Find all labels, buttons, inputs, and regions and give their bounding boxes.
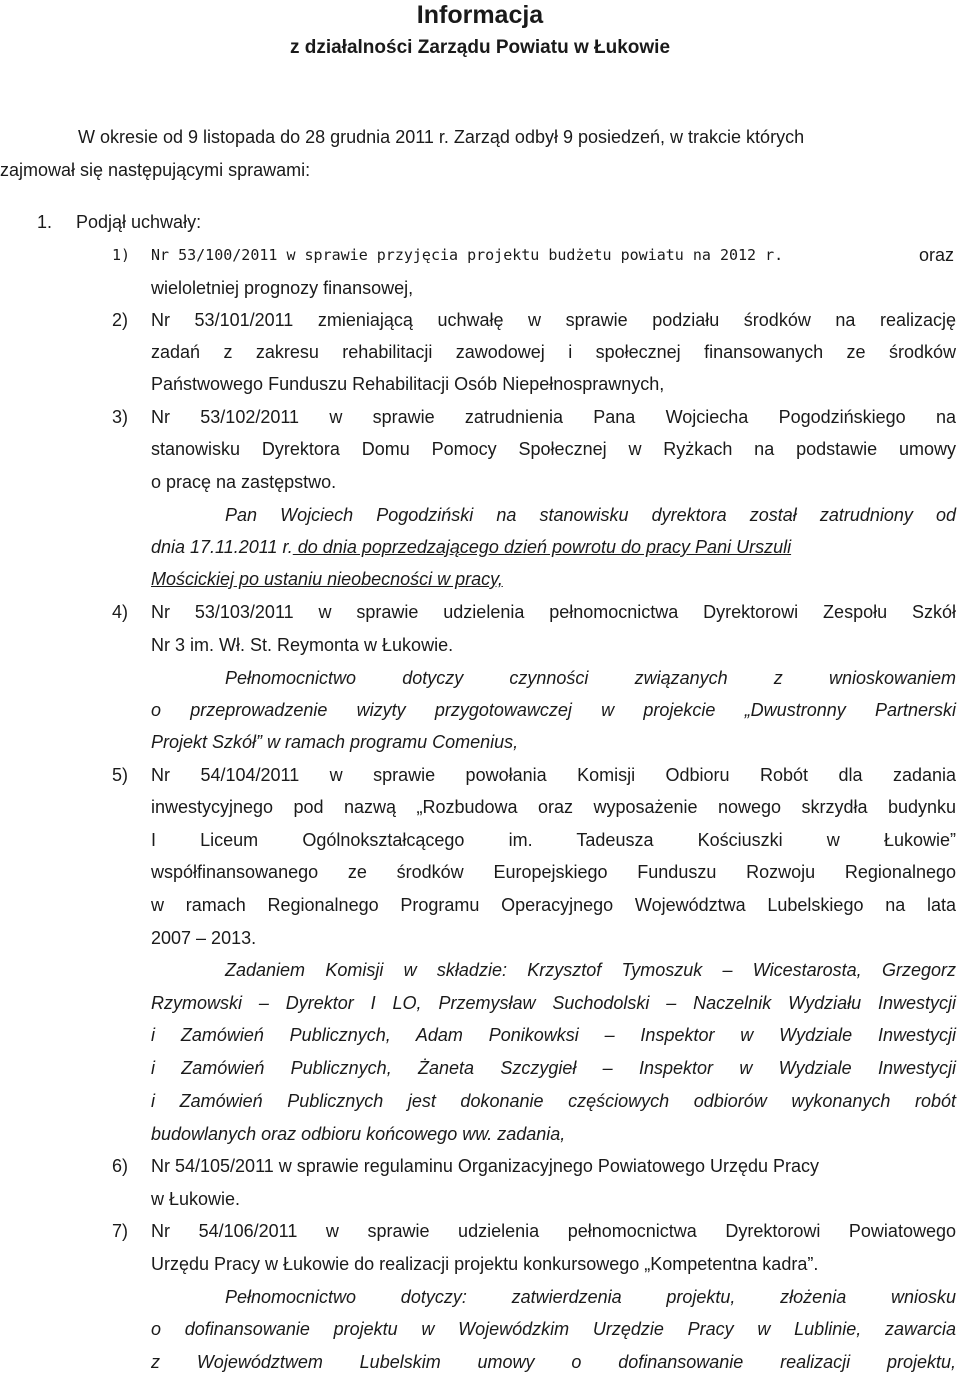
item-4-note-3: Projekt Szkół” w ramach programu Comenius, <box>151 732 519 752</box>
item-1-line-1: Nr 53/100/2011 w sprawie przyjęcia projektu budżetu powiatu na 2012 r. <box>151 246 784 264</box>
item-4-line-2: Nr 3 im. Wł. St. Reymonta w Łukowie. <box>151 635 454 655</box>
item-7-note-2: o dofinansowanie projektu w Wojewódzkim Urzędzie Pracy w Lublinie, zawarcia <box>151 1319 956 1339</box>
item-7-line-2: Urzędu Pracy w Łukowie do realizacji projektu konkursowego „Kompetentna kadra”. <box>151 1254 819 1274</box>
item-5-line-5: w ramach Regionalnego Programu Operacyjnego Województwa Lubelskiego na lata <box>151 895 956 915</box>
item-5-note-1: Zadaniem Komisji w składzie: Krzysztof Tymoszuk – Wicestarosta, Grzegorz <box>225 960 956 980</box>
item-3-number: 3) <box>112 407 129 427</box>
item-2-line-3: Państwowego Funduszu Rehabilitacji Osób Niepełnosprawnych, <box>151 374 665 394</box>
item-5-note-3: i Zamówień Publicznych, Adam Ponikowksi – Inspektor w Wydziale Inwestycji <box>151 1025 956 1045</box>
item-6-line-2: w Łukowie. <box>151 1189 241 1209</box>
intro-line-2: zajmował się następującymi sprawami: <box>0 160 311 180</box>
item-4-note-2: o przeprowadzenie wizyty przygotowawczej w projekcie „Dwustronny Partnerski <box>151 700 956 720</box>
item-3-note-2 <box>151 535 791 559</box>
item-1-number: 1) <box>112 246 131 264</box>
item-3-line-1: Nr 53/102/2011 w sprawie zatrudnienia Pana Wojciecha Pogodzińskiego na <box>151 407 956 427</box>
item-3-note-1: Pan Wojciech Pogodziński na stanowisku dyrektora został zatrudniony od <box>225 505 956 525</box>
item-5-number: 5) <box>112 765 129 785</box>
item-5-note-4: i Zamówień Publicznych, Żaneta Szczygieł – Inspektor w Wydziale Inwestycji <box>151 1058 956 1078</box>
item-5-line-2: inwestycyjnego pod nazwą „Rozbudowa oraz wyposażenie nowego skrzydła budynku <box>151 797 956 817</box>
item-5-line-3: I Liceum Ogólnokształcącego im. Tadeusza Kościuszki w Łukowie” <box>151 830 956 850</box>
document-title: Informacja <box>416 1 544 29</box>
item-5-note-5: i Zamówień Publicznych jest dokonanie częściowych odbiorów wykonanych robót <box>151 1091 956 1111</box>
item-4-note-1: Pełnomocnictwo dotyczy czynności związanych z wnioskowaniem <box>225 668 956 688</box>
item-6-line-1: Nr 54/105/2011 w sprawie regulaminu Organizacyjnego Powiatowego Urzędu Pracy <box>151 1156 820 1176</box>
item-5-line-6: 2007 – 2013. <box>151 928 257 948</box>
item-5-line-4: współfinansowanego ze środków Europejskiego Funduszu Rozwoju Regionalnego <box>151 862 956 882</box>
item-1-line-1-end: oraz <box>919 245 955 265</box>
item-1-line-2: wieloletniej prognozy finansowej, <box>151 278 414 298</box>
item-2-number: 2) <box>112 310 129 330</box>
item-3-line-2: stanowisku Dyrektora Domu Pomocy Społecznej w Ryżkach na podstawie umowy <box>151 439 956 459</box>
item-7-note-1: Pełnomocnictwo dotyczy: zatwierdzenia projektu, złożenia wniosku <box>225 1287 956 1307</box>
item-2-line-2: zadań z zakresu rehabilitacji zawodowej i społecznej finansowanych ze środków <box>151 342 956 362</box>
item-5-note-2: Rzymowski – Dyrektor I LO, Przemysław Suchodolski – Naczelnik Wydziału Inwestycji <box>151 993 956 1013</box>
item-7-line-1: Nr 54/106/2011 w sprawie udzielenia pełnomocnictwa Dyrektorowi Powiatowego <box>151 1221 956 1241</box>
item-4-line-1: Nr 53/103/2011 w sprawie udzielenia pełnomocnictwa Dyrektorowi Zespołu Szkół <box>151 602 956 622</box>
item-5-line-1: Nr 54/104/2011 w sprawie powołania Komisji Odbioru Robót dla zadania <box>151 765 956 785</box>
item-5-note-6: budowlanych oraz odbioru końcowego ww. zadania, <box>151 1124 566 1144</box>
item-2-line-1: Nr 53/101/2011 zmieniającą uchwałę w sprawie podziału środków na realizację <box>151 310 956 330</box>
intro-line-1: W okresie od 9 listopada do 28 grudnia 2011 r. Zarząd odbył 9 posiedzeń, w trakcie których <box>78 127 805 147</box>
item-7-note-3: z Województwem Lubelskim umowy o dofinansowanie realizacji projektu, <box>151 1352 956 1372</box>
item-3-note-2-date: dnia 17.11.2011 r. <box>151 537 293 557</box>
item-4-number: 4) <box>112 602 129 622</box>
item-3-note-2-rest: do dnia poprzedzającego dzień powrotu do pracy Pani Urszuli <box>292 537 792 557</box>
item-3-note-3: Mościckiej po ustaniu nieobecności w pracy, <box>151 569 503 589</box>
item-6-number: 6) <box>112 1156 129 1176</box>
section-label: Podjął uchwały: <box>76 212 202 232</box>
section-number: 1. <box>37 212 53 232</box>
document-subtitle: z działalności Zarządu Powiatu w Łukowie <box>289 37 671 58</box>
item-3-line-3: o pracę na zastępstwo. <box>151 472 337 492</box>
item-7-number: 7) <box>112 1221 129 1241</box>
